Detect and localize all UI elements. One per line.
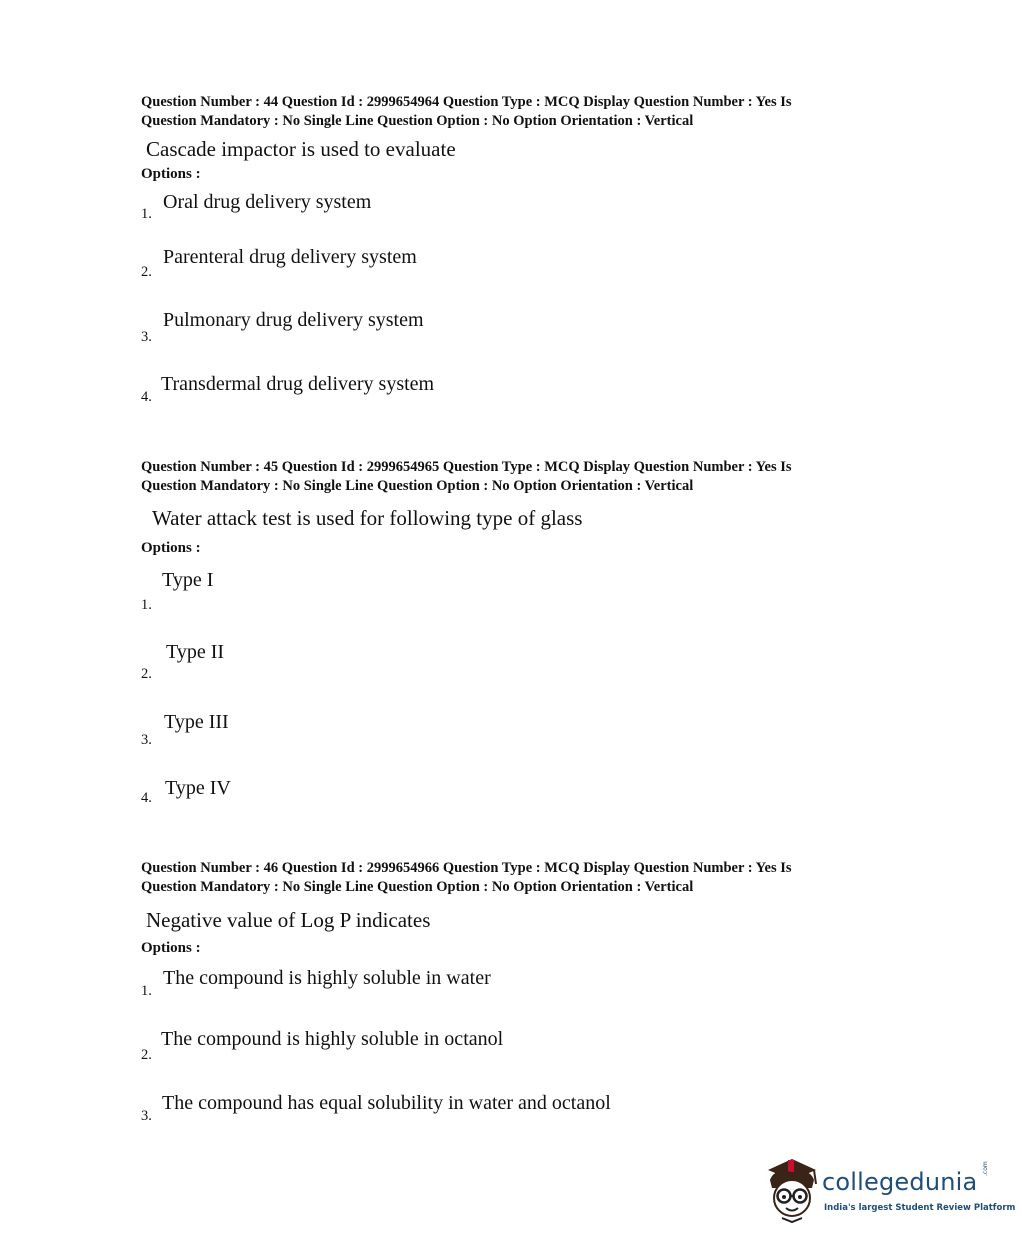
option-text: The compound is highly soluble in water	[163, 967, 491, 989]
option-number: 4.	[141, 790, 152, 806]
option-text: The compound is highly soluble in octanol	[161, 1028, 504, 1050]
option-number: 3.	[141, 329, 152, 345]
option-text: The compound has equal solubility in water and octanol	[162, 1092, 611, 1114]
option-number: 2.	[141, 1047, 152, 1063]
collegedunia-logo	[760, 1150, 1016, 1226]
option-text: Pulmonary drug delivery system	[163, 309, 424, 331]
option-text: Type I	[162, 569, 214, 591]
option-number: 2.	[141, 264, 152, 280]
question-meta-line: Question Number : 46 Question Id : 2999654966 Question Type : MCQ Display Question Number : Yes Is	[141, 860, 792, 876]
question-meta-line: Question Number : 45 Question Id : 2999654965 Question Type : MCQ Display Question Number : Yes Is	[141, 459, 792, 475]
option-text: Type II	[166, 641, 225, 663]
option-number: 1.	[141, 206, 152, 222]
option-number: 2.	[141, 666, 152, 682]
question-text: Water attack test is used for following type of glass	[152, 506, 583, 530]
question-text: Negative value of Log P indicates	[146, 908, 431, 932]
option-text: Type IV	[165, 777, 231, 799]
option-number: 1.	[141, 983, 152, 999]
option-number: 3.	[141, 732, 152, 748]
options-label: Options :	[141, 940, 201, 956]
question-meta-line: Question Mandatory : No Single Line Question Option : No Option Orientation : Vertical	[141, 878, 694, 895]
options-label: Options :	[141, 540, 201, 556]
question-meta-line: Question Mandatory : No Single Line Question Option : No Option Orientation : Vertical	[141, 112, 694, 129]
question-meta	[141, 859, 901, 896]
option-text: Parenteral drug delivery system	[163, 246, 417, 268]
option-number: 4.	[141, 389, 152, 405]
option-number: 1.	[141, 597, 152, 613]
mascot-icon	[760, 1150, 820, 1226]
options-label: Options :	[141, 166, 201, 182]
logo-wordmark: collegedunia	[822, 1168, 978, 1196]
option-text: Type III	[164, 711, 229, 733]
question-meta	[141, 93, 901, 130]
logo-suffix: .com	[982, 1161, 989, 1176]
question-meta	[141, 458, 901, 495]
option-number: 3.	[141, 1108, 152, 1124]
question-meta-line: Question Mandatory : No Single Line Question Option : No Option Orientation : Vertical	[141, 477, 694, 494]
question-meta-line: Question Number : 44 Question Id : 2999654964 Question Type : MCQ Display Question Number : Yes Is	[141, 94, 792, 110]
option-text: Oral drug delivery system	[163, 191, 372, 213]
option-text: Transdermal drug delivery system	[161, 373, 435, 395]
logo-tagline: India's largest Student Review Platform	[824, 1203, 1016, 1213]
question-text: Cascade impactor is used to evaluate	[146, 137, 456, 161]
